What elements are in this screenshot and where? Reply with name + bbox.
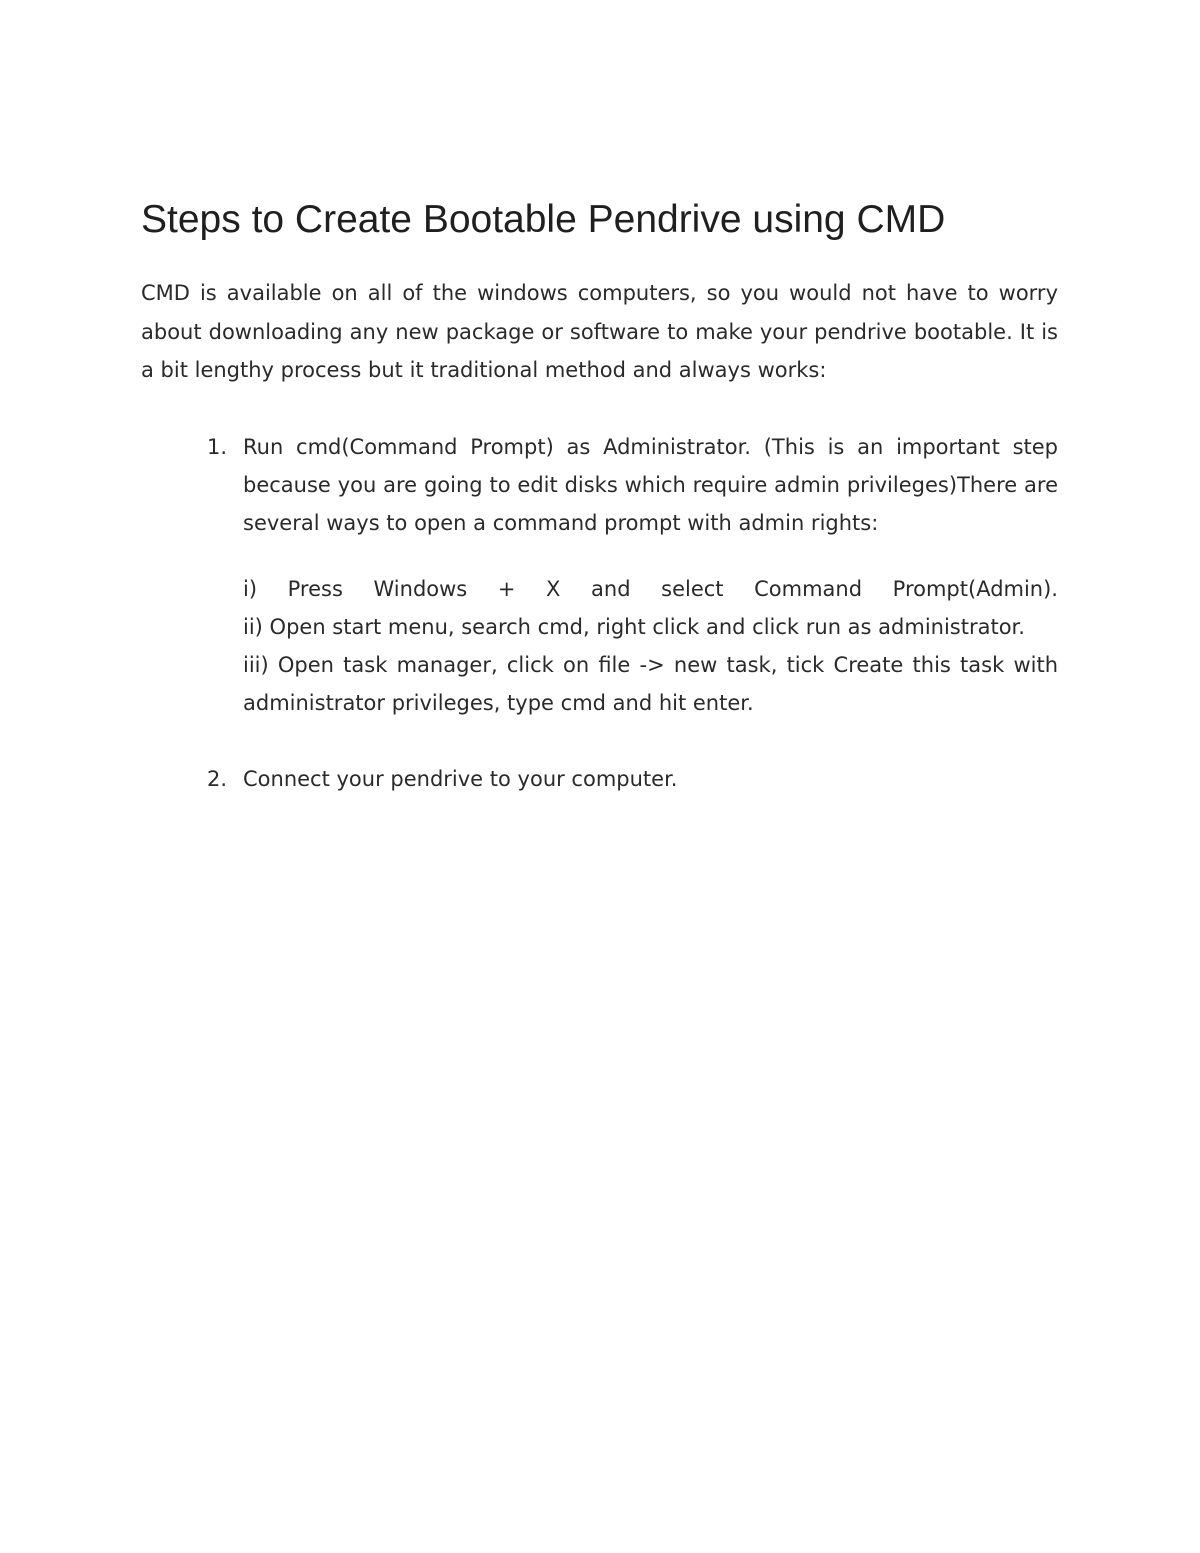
sub-step-item: iii) Open task manager, click on file -> new task, tick Create this task with administrator privileges, type cmd and hit enter. bbox=[243, 652, 1058, 715]
sub-step-item: i) Press Windows + X and select Command Prompt(Admin). bbox=[243, 576, 1058, 601]
intro-paragraph: CMD is available on all of the windows computers, so you would not have to worry about downloading any new package or software to make your pendrive bootable. It is a bit lengthy process but it traditional method and always works: bbox=[141, 281, 1058, 382]
document-title: Steps to Create Bootable Pendrive using CMD bbox=[141, 198, 946, 241]
document-page bbox=[141, 196, 1058, 798]
step-text: Connect your pendrive to your computer. bbox=[243, 766, 678, 791]
steps-list bbox=[141, 428, 1058, 798]
step-item-1 bbox=[141, 428, 1058, 722]
step-number: 1. bbox=[207, 434, 228, 459]
sub-step-item: ii) Open start menu, search cmd, right click and click run as administrator. bbox=[243, 614, 1025, 639]
step-text: Run cmd(Command Prompt) as Administrator. (This is an important step because you are going to edit disks which require admin privileges)There are several ways to open a command prompt with admin rights: bbox=[243, 434, 1058, 535]
step-number: 2. bbox=[207, 766, 228, 791]
step-item-2 bbox=[141, 760, 1058, 798]
sub-steps-list bbox=[243, 570, 1058, 722]
